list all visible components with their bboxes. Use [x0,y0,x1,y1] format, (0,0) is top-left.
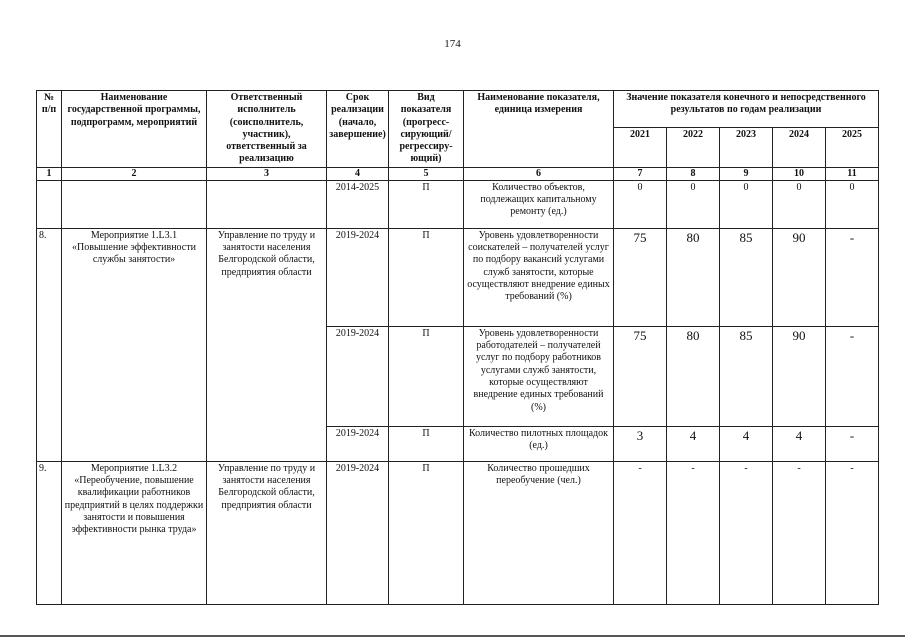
cell-value: 3 [614,426,667,461]
header-no: № п/п [37,91,62,168]
cell-value: 4 [773,426,826,461]
col-number: 9 [720,167,773,180]
cell-name [62,180,207,228]
cell-value: - [826,461,879,604]
header-year: 2024 [773,128,826,167]
header-kind: Вид показателя (прогресс-сирующий/ регрессиру-ющий) [389,91,464,168]
cell-kind: П [389,180,464,228]
cell-value: 0 [667,180,720,228]
page-number: 174 [444,38,461,50]
header-values: Значение показателя конечного и непосредственного результатов по годам реализации [614,91,879,128]
cell-value: 75 [614,326,667,426]
cell-responsible: Управление по труду и занятости населения Белгородской области, предприятия области [207,461,327,604]
cell-value: 90 [773,326,826,426]
cell-value: 75 [614,228,667,326]
cell-value: - [614,461,667,604]
table-row [37,228,879,326]
col-number: 10 [773,167,826,180]
cell-term: 2019-2024 [327,326,389,426]
cell-no: 9. [37,461,62,604]
header-term: Срок реализации (начало, завершение) [327,91,389,168]
cell-value: 0 [720,180,773,228]
header-name: Наименование государственной программы, подпрограмм, мероприятий [62,91,207,168]
cell-value: - [826,228,879,326]
cell-name: Мероприятие 1.L3.2 «Переобучение, повышение квалификации работников предприятий в целях поддержки занятости и повышения эффективности рынка труда» [62,461,207,604]
cell-value: - [720,461,773,604]
col-number: 5 [389,167,464,180]
page-bottom-edge [0,635,905,637]
indicators-table [36,90,879,605]
cell-value: 80 [667,228,720,326]
header-year: 2025 [826,128,879,167]
cell-kind: П [389,326,464,426]
cell-kind: П [389,426,464,461]
cell-value: 0 [826,180,879,228]
cell-value: - [826,426,879,461]
cell-value: 4 [667,426,720,461]
cell-responsible [207,180,327,228]
cell-value: - [826,326,879,426]
col-number: 4 [327,167,389,180]
cell-indicator: Уровень удовлетворенности соискателей – получателей услуг по подбору вакансий услугами служб занятости, которые осуществляют внедрение единых требований (%) [464,228,614,326]
col-number: 1 [37,167,62,180]
cell-term: 2019-2024 [327,426,389,461]
header-year: 2023 [720,128,773,167]
col-number: 11 [826,167,879,180]
col-number: 3 [207,167,327,180]
cell-name: Мероприятие 1.L3.1 «Повышение эффективности службы занятости» [62,228,207,461]
cell-value: 0 [614,180,667,228]
cell-indicator: Уровень удовлетворенности работодателей – получателей услуг по подбору работников услугами служб занятости, которые осуществляют внедрение единых требований (%) [464,326,614,426]
col-number: 7 [614,167,667,180]
cell-indicator: Количество объектов, подлежащих капитальному ремонту (ед.) [464,180,614,228]
col-number: 8 [667,167,720,180]
cell-value: 0 [773,180,826,228]
cell-value: 85 [720,326,773,426]
table-row [37,461,879,604]
cell-value: 4 [720,426,773,461]
header-year: 2021 [614,128,667,167]
cell-no [37,180,62,228]
cell-value: - [667,461,720,604]
cell-kind: П [389,461,464,604]
cell-indicator: Количество прошедших переобучение (чел.) [464,461,614,604]
cell-term: 2014-2025 [327,180,389,228]
cell-term: 2019-2024 [327,461,389,604]
table-row [37,180,879,228]
cell-value: - [773,461,826,604]
cell-value: 90 [773,228,826,326]
cell-kind: П [389,228,464,326]
header-indicator: Наименование показателя, единица измерения [464,91,614,168]
cell-no: 8. [37,228,62,461]
header-year: 2022 [667,128,720,167]
cell-value: 85 [720,228,773,326]
header-responsible: Ответственный исполнитель (соисполнитель, участник), ответственный за реализацию [207,91,327,168]
cell-value: 80 [667,326,720,426]
cell-term: 2019-2024 [327,228,389,326]
col-number: 6 [464,167,614,180]
col-number: 2 [62,167,207,180]
cell-responsible: Управление по труду и занятости населения Белгородской области, предприятия области [207,228,327,461]
cell-indicator: Количество пилотных площадок (ед.) [464,426,614,461]
